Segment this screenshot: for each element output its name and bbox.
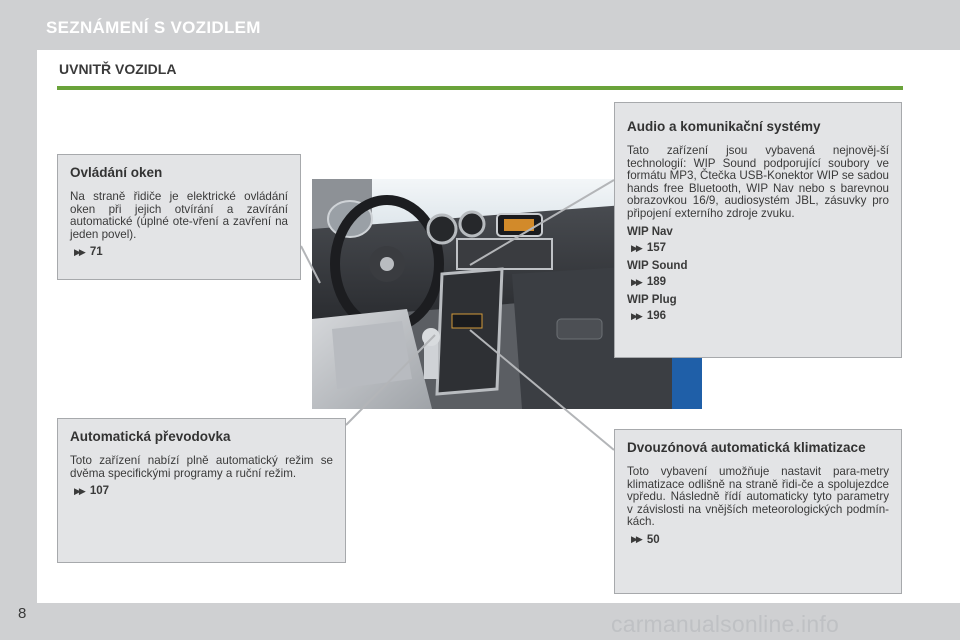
double-arrow-right-icon: ▶▶ [631, 534, 641, 544]
section-divider [57, 86, 903, 90]
gearbox-page-ref[interactable] [74, 485, 333, 497]
section-title: UVNITŘ VOZIDLA [59, 61, 177, 77]
audio-text: Tato zařízení jsou vybavená nejnověj-ší technologií: WIP Sound podporující soubory ve formátu MP3, Čtečka USB-Konektor WIP se sadou hands free Bluetooth, WIP Nav nebo s barevnou obrazovkou 16/9, audiosystém JBL, zásuvky pro připojení externího zdroje zvuku. [627, 144, 889, 220]
audio-item-label: WIP Nav [627, 226, 673, 238]
header-title: SEZNÁMENÍ S VOZIDLEM [46, 18, 261, 37]
windows-text: Na straně řidiče je elektrické ovládání oken při jejich otvírání a zavírání automatické (úplné ote-vření a zavření na jeden povel). [70, 190, 288, 241]
double-arrow-right-icon: ▶▶ [74, 485, 84, 496]
double-arrow-right-icon: ▶▶ [74, 246, 84, 257]
audio-page-ref[interactable] [631, 242, 889, 254]
audio-page-ref[interactable] [631, 310, 889, 322]
audio-title: Audio a komunikační systémy [627, 119, 821, 134]
audio-ref-number: 189 [646, 276, 667, 288]
double-arrow-right-icon: ▶▶ [631, 276, 641, 287]
windows-title: Ovládání oken [70, 165, 163, 180]
gearbox-text: Toto zařízení nabízí plně automatický režim se dvěma specifickými programy a ruční režim. [70, 454, 333, 480]
page-number: 8 [18, 605, 27, 622]
windows-ref-number: 71 [89, 246, 103, 258]
windows-page-ref[interactable] [74, 246, 288, 258]
audio-ref-number: 157 [646, 242, 667, 254]
automatic-gearbox-box [57, 418, 346, 563]
windows-control-box [57, 154, 301, 280]
clim-page-ref[interactable] [631, 534, 889, 546]
audio-page-ref[interactable] [631, 276, 889, 288]
clim-ref-number: 50 [646, 533, 660, 546]
double-arrow-right-icon: ▶▶ [631, 310, 641, 321]
clim-title: Dvouzónová automatická klimatizace [627, 440, 866, 455]
climate-control-box [614, 429, 902, 594]
audio-ref-number: 196 [646, 310, 667, 322]
audio-item-label: WIP Plug [627, 294, 677, 306]
watermark: carmanualsonline.info [611, 611, 839, 637]
audio-communication-box [614, 102, 902, 358]
clim-text: Toto vybavení umožňuje nastavit para-metry klimatizace odlišně na straně řidi-če a spolujezdce vpředu. Následně řídí automaticky tyto parametry v závislosti na vnějších meteorologických podmín-kách. [627, 465, 889, 528]
double-arrow-right-icon: ▶▶ [631, 242, 641, 253]
gearbox-title: Automatická převodovka [70, 429, 231, 444]
audio-item-label: WIP Sound [627, 260, 688, 272]
gearbox-ref-number: 107 [89, 485, 110, 497]
